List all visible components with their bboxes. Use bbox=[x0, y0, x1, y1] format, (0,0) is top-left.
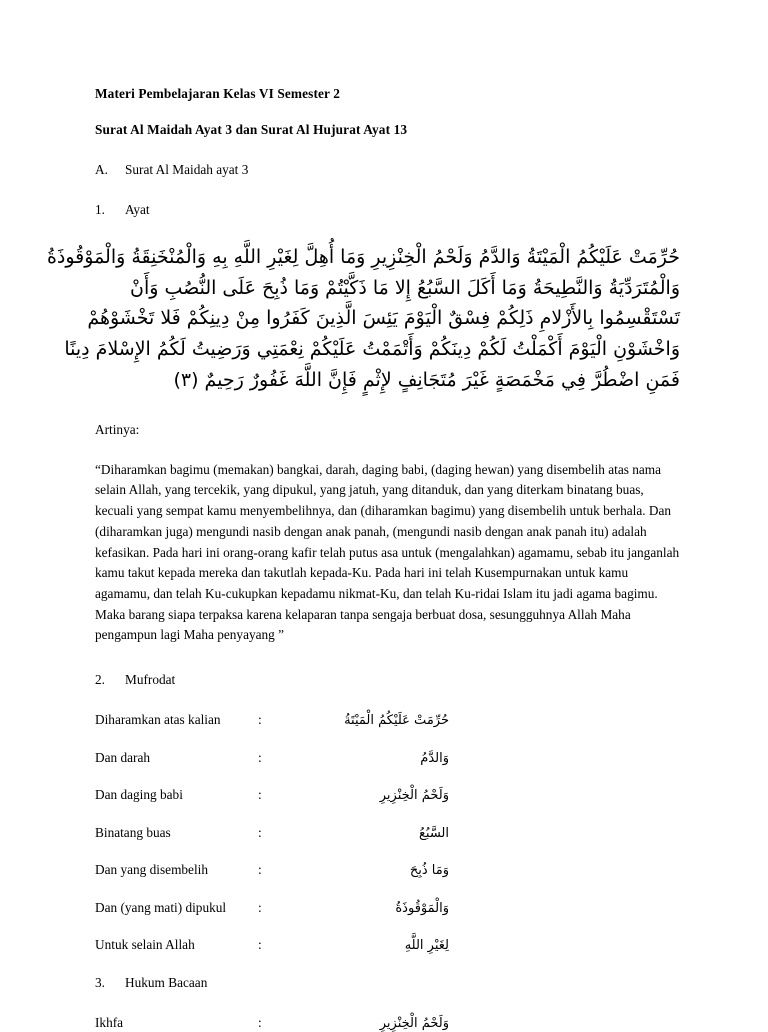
verse-line: فَمَنِ اضْطُرَّ فِي مَخْمَصَةٍ غَيْرَ مُتَجَانِفٍ لإِثْمٍ فَإِنَّ اللَّهَ غَفُورٌ رَحِيمٌ (٣) bbox=[173, 368, 680, 391]
item-3-marker: 3. bbox=[95, 974, 105, 990]
item-3-label: Hukum Bacaan bbox=[125, 974, 208, 990]
page-subtitle: Surat Al Maidah Ayat 3 dan Surat Al Hujurat Ayat 13 bbox=[95, 121, 408, 137]
mufrodat-arabic: وَالْمَوْقُوذَةُ bbox=[395, 900, 449, 916]
artinya-label: Artinya: bbox=[95, 421, 140, 437]
hukum-bacaan-list bbox=[95, 1015, 680, 1032]
hukum-bacaan-arabic: وَلَحْمُ الْخِنْزِيرِ bbox=[379, 1015, 449, 1031]
list-item bbox=[95, 1015, 680, 1032]
mufrodat-arabic: وَلَحْمُ الْخِنْزِيرِ bbox=[379, 788, 449, 804]
hukum-bacaan-term: Ikhfa bbox=[95, 1014, 124, 1030]
mufrodat-separator: : bbox=[258, 712, 262, 728]
hukum-bacaan-separator: : bbox=[258, 1014, 262, 1030]
verse-translation: “Diharamkan bagimu (memakan) bangkai, darah, daging babi, (daging hewan) yang disembelih atas nama selain Allah, yang tercekik, yang dipukul, yang jatuh, yang ditanduk, dan yang diterkam binatang buas, kecuali yang sempat kamu menyembelihnya, dan (diharamkan bagimu) yang disembelih untuk berhala. Dan (diharamkan juga) mengundi nasib dengan anak panah, (mengundi nasib dengan anak panah itu) adalah kefasikan. Pada hari ini orang-orang kafir telah putus asa untuk (mengalahkan) agamamu, sebab itu janganlah kamu takut kepada mereka dan takutlah kepada-Ku. Pada hari ini telah Kusempurnakan untuk kamu agamamu, dan telah Ku-cukupkan kepadamu nikmat-Ku, dan telah Ku-ridai Islam itu jadi agama bagimu. Maka barang siapa terpaksa karena kelaparan tanpa sengaja berbuat dosa, sesungguhnya Allah Maha pengampun lagi Maha penyayang ” bbox=[95, 461, 680, 643]
mufrodat-arabic: وَالدَّمُ bbox=[420, 750, 449, 766]
mufrodat-separator: : bbox=[258, 787, 262, 803]
item-2-heading bbox=[95, 672, 680, 688]
item-1-marker: 1. bbox=[95, 201, 105, 217]
quran-verse-al-maidah-3 bbox=[46, 242, 680, 396]
item-1-label: Ayat bbox=[125, 201, 150, 217]
verse-line: وَالْمُتَرَدِّيَةُ وَالنَّطِيحَةُ وَمَا أَكَلَ السَّبُعُ إِلا مَا ذَكَّيْتُمْ وَمَا ذُبِحَ عَلَى النُّصُبِ وَأَنْ bbox=[130, 276, 680, 299]
mufrodat-list bbox=[95, 712, 680, 955]
mufrodat-term: Dan daging babi bbox=[95, 787, 183, 803]
mufrodat-separator: : bbox=[258, 824, 262, 840]
list-item bbox=[95, 750, 680, 768]
mufrodat-separator: : bbox=[258, 862, 262, 878]
mufrodat-arabic: حُرِّمَتْ عَلَيْكُمُ الْمَيْتَةُ bbox=[344, 713, 449, 729]
mufrodat-term: Untuk selain Allah bbox=[95, 937, 195, 953]
page-title: Materi Pembelajaran Kelas VI Semester 2 bbox=[95, 86, 341, 101]
verse-line: تَسْتَقْسِمُوا بِالأَزْلامِ ذَلِكُمْ فِسْقٌ الْيَوْمَ يَئِسَ الَّذِينَ كَفَرُوا مِنْ دِينِكُمْ فَلا تَخْشَوْهُمْ bbox=[87, 307, 680, 330]
mufrodat-separator: : bbox=[258, 937, 262, 953]
mufrodat-term: Binatang buas bbox=[95, 824, 171, 840]
section-a-label: Surat Al Maidah ayat 3 bbox=[125, 161, 249, 177]
mufrodat-term: Dan (yang mati) dipukul bbox=[95, 899, 227, 915]
list-item bbox=[95, 825, 680, 843]
list-item bbox=[95, 900, 680, 918]
list-item bbox=[95, 862, 680, 880]
list-item bbox=[95, 712, 680, 730]
mufrodat-arabic: لِغَيْرِ اللَّهِ bbox=[404, 938, 449, 954]
item-2-marker: 2. bbox=[95, 672, 105, 688]
mufrodat-arabic: وَمَا ذُبِحَ bbox=[409, 863, 449, 879]
mufrodat-separator: : bbox=[258, 899, 262, 915]
item-2-label: Mufrodat bbox=[125, 672, 176, 688]
list-item bbox=[95, 787, 680, 805]
item-3-heading bbox=[95, 975, 680, 991]
mufrodat-term: Diharamkan atas kalian bbox=[95, 712, 221, 728]
mufrodat-term: Dan yang disembelih bbox=[95, 862, 208, 878]
mufrodat-separator: : bbox=[258, 749, 262, 765]
list-item bbox=[95, 937, 680, 955]
mufrodat-arabic: السَّبُعُ bbox=[418, 825, 449, 841]
section-a-marker: A. bbox=[95, 161, 108, 177]
section-a-heading bbox=[95, 162, 680, 178]
verse-line: وَاخْشَوْنِ الْيَوْمَ أَكْمَلْتُ لَكُمْ دِينَكُمْ وَأَتْمَمْتُ عَلَيْكُمْ نِعْمَتِي وَرَضِيتُ لَكُمُ الإِسْلامَ دِينًا bbox=[64, 338, 680, 361]
item-1-heading bbox=[95, 202, 680, 218]
verse-line: حُرِّمَتْ عَلَيْكُمُ الْمَيْتَةُ وَالدَّمُ وَلَحْمُ الْخِنْزِيرِ وَمَا أُهِلَّ لِغَيْرِ اللَّهِ بِهِ وَالْمُنْخَنِقَةُ وَالْمَوْقُوذَةُ bbox=[46, 245, 680, 268]
mufrodat-term: Dan darah bbox=[95, 749, 151, 765]
